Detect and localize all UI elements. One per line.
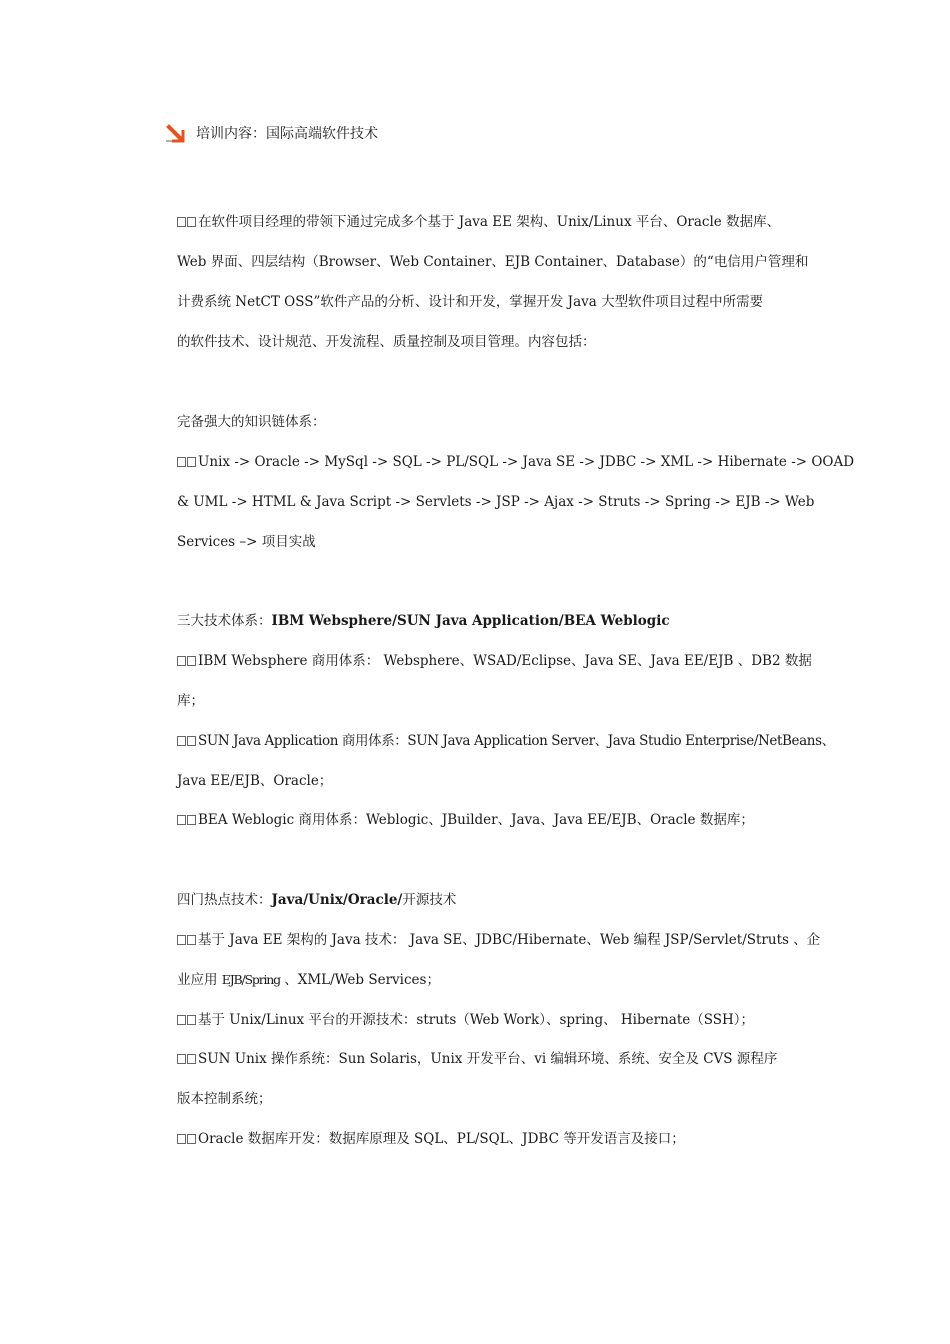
title-text: 培训内容：国际高端软件技术 <box>196 126 378 142</box>
indent-placeholder <box>177 1129 197 1149</box>
indent-placeholder <box>177 930 197 950</box>
intro-line-3: 计费系统 NetCT OSS”软件产品的分析、设计和开发，掌握开发 Java 大型软件项目过程中所需要 <box>177 294 764 310</box>
three-systems-heading: 三大技术体系：IBM Websphere/SUN Java Application/BEA Weblogic <box>177 613 670 629</box>
ibm-line-1: IBM Websphere 商用体系： Websphere、WSAD/Eclipse、Java SE、Java EE/EJB 、DB2 数据 <box>177 651 777 671</box>
indent-placeholder <box>177 731 197 751</box>
orange-down-right-arrow-icon <box>166 124 186 144</box>
java-line-2: 业应用 EJB/Spring 、XML/Web Services； <box>177 972 440 988</box>
ibm-line-2: 库； <box>177 693 204 709</box>
intro-line-1: 在软件项目经理的带领下通过完成多个基于 Java EE 架构、Unix/Linux 平台、Oracle 数据库、 <box>177 212 777 232</box>
indent-placeholder <box>177 1049 197 1069</box>
knowledge-line-3: Services –> 项目实战 <box>177 534 316 550</box>
oracle-line-1: Oracle 数据库开发：数据库原理及 SQL、PL/SQL、JDBC 等开发语言及接口； <box>177 1129 777 1149</box>
knowledge-line-2: & UML -> HTML & Java Script -> Servlets -> JSP -> Ajax -> Struts -> Spring -> EJB -> Web <box>177 494 815 510</box>
java-line-1: 基于 Java EE 架构的 Java 技术： Java SE、JDBC/Hibernate、Web 编程 JSP/Servlet/Struts 、企 <box>177 930 777 950</box>
sun-unix-line-2: 版本控制系统； <box>177 1091 272 1107</box>
indent-placeholder <box>177 1010 197 1030</box>
indent-placeholder <box>177 651 197 671</box>
section-title <box>166 123 378 145</box>
four-hot-heading: 四门热点技术：Java/Unix/Oracle/开源技术 <box>177 892 457 908</box>
sun-line-2: Java EE/EJB、Oracle； <box>177 773 333 789</box>
knowledge-line-1: Unix -> Oracle -> MySql -> SQL -> PL/SQL -> Java SE -> JDBC -> XML -> Hibernate -> OOAD <box>177 452 777 472</box>
intro-line-4: 的软件技术、设计规范、开发流程、质量控制及项目管理。内容包括： <box>177 334 596 350</box>
indent-placeholder <box>177 212 197 232</box>
unix-line-1: 基于 Unix/Linux 平台的开源技术：struts（Web Work）、spring、 Hibernate（SSH）； <box>177 1010 777 1030</box>
knowledge-heading: 完备强大的知识链体系： <box>177 414 326 430</box>
sun-unix-line-1: SUN Unix 操作系统：Sun Solaris，Unix 开发平台、vi 编辑环境、系统、安全及 CVS 源程序 <box>177 1049 777 1069</box>
indent-placeholder <box>177 452 197 472</box>
sun-line-1: SUN Java Application 商用体系：SUN Java Application Server、Java Studio Enterprise/NetBeans、 <box>177 731 777 751</box>
bea-line-1: BEA Weblogic 商用体系：Weblogic、JBuilder、Java、Java EE/EJB、Oracle 数据库； <box>177 810 777 830</box>
intro-line-2: Web 界面、四层结构（Browser、Web Container、EJB Container、Database）的“电信用户管理和 <box>177 254 809 270</box>
indent-placeholder <box>177 810 197 830</box>
